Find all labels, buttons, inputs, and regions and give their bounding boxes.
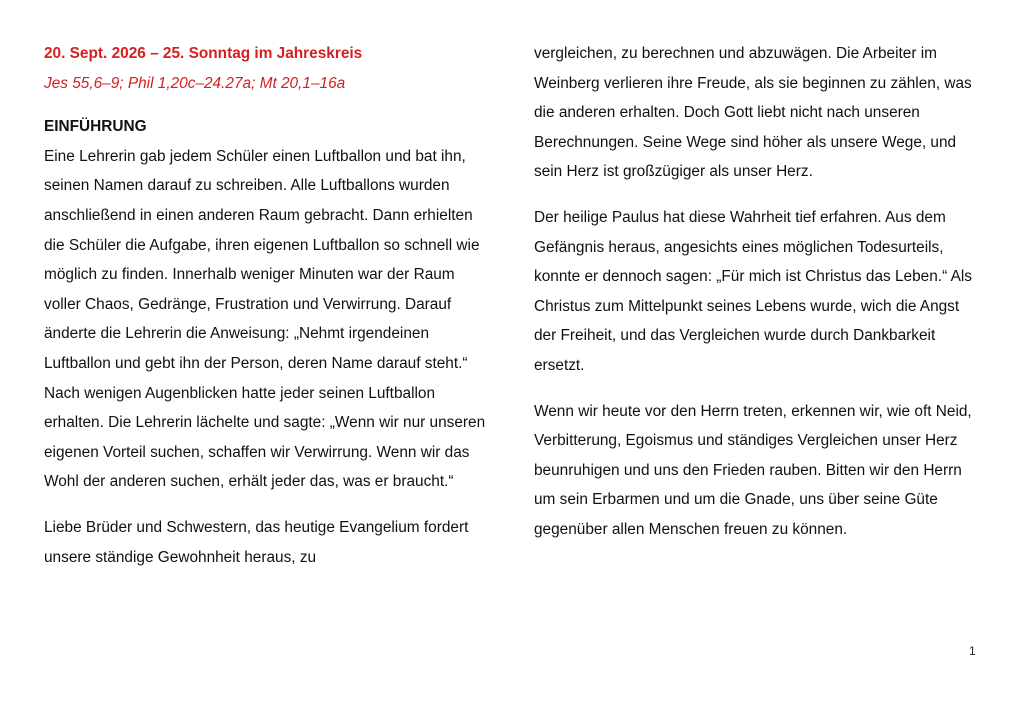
right-column [534, 39, 982, 561]
paragraph-kyrie: Wenn wir heute vor den Herrn treten, erkennen wir, wie oft Neid, Verbitterung, Egoismus und ständiges Vergleichen unser Herz beunruhigen und uns den Frieden rauben. Bitten wir den Herrn um sein Erbarmen und um die Gnade, uns über seine Güte gegenüber allen Menschen freuen zu können. [534, 402, 972, 538]
paragraph-vineyard: vergleichen, zu berechnen und abzuwägen. Die Arbeiter im Weinberg verlieren ihre Freude, als sie beginnen zu zählen, was die anderen erhalten. Doch Gott liebt nicht nach unseren Berechnungen. Seine Wege sind höher als unsere Wege, und sein Herz ist großzügiger als unser Herz. [534, 45, 972, 181]
document-title: 20. Sept. 2026 – 25. Sonntag im Jahreskreis [44, 45, 363, 62]
paragraph-gospel-intro: Liebe Brüder und Schwestern, das heutige Evangelium fordert unsere ständige Gewohnheit heraus, zu [44, 518, 469, 566]
section-heading: EINFÜHRUNG [44, 118, 147, 136]
paragraph-balloon-story: Eine Lehrerin gab jedem Schüler einen Luftballon und bat ihn, seinen Namen darauf zu schreiben. Alle Luftballons wurden anschließend in einen anderen Raum gebracht. Dann erhielten die Schüler die Aufgabe, ihren eigenen Luftballon so schnell wie möglich zu finden. Innerhalb weniger Minuten war der Raum voller Chaos, Gedränge, Frustration und Verwirrung. Darauf änderte die Lehrerin die Anweisung: „Nehmt irgendeinen Luftballon und gebt ihn der Person, deren Name darauf steht.“ Nach wenigen Augenblicken hatte jeder seinen Luftballon erhalten. Die Lehrerin lächelte und sagte: „Wenn wir nur unseren eigenen Vorteil suchen, schaffen wir Verwirrung. Wenn wir das Wohl der anderen suchen, erhält jeder das, was er braucht.“ [44, 147, 486, 491]
paragraph-paulus: Der heilige Paulus hat diese Wahrheit tief erfahren. Aus dem Gefängnis heraus, angesichts eines möglichen Todesurteils, konnte er dennoch sagen: „Für mich ist Christus das Leben.“ Als Christus zum Mittelpunkt seines Lebens wurde, wich die Angst der Freiheit, und das Vergleichen wurde durch Dankbarkeit ersetzt. [534, 208, 973, 374]
scripture-readings: Jes 55,6–9; Phil 1,20c–24.27a; Mt 20,1–16a [44, 74, 346, 92]
page-number: 1 [969, 644, 976, 658]
left-column [44, 39, 492, 588]
